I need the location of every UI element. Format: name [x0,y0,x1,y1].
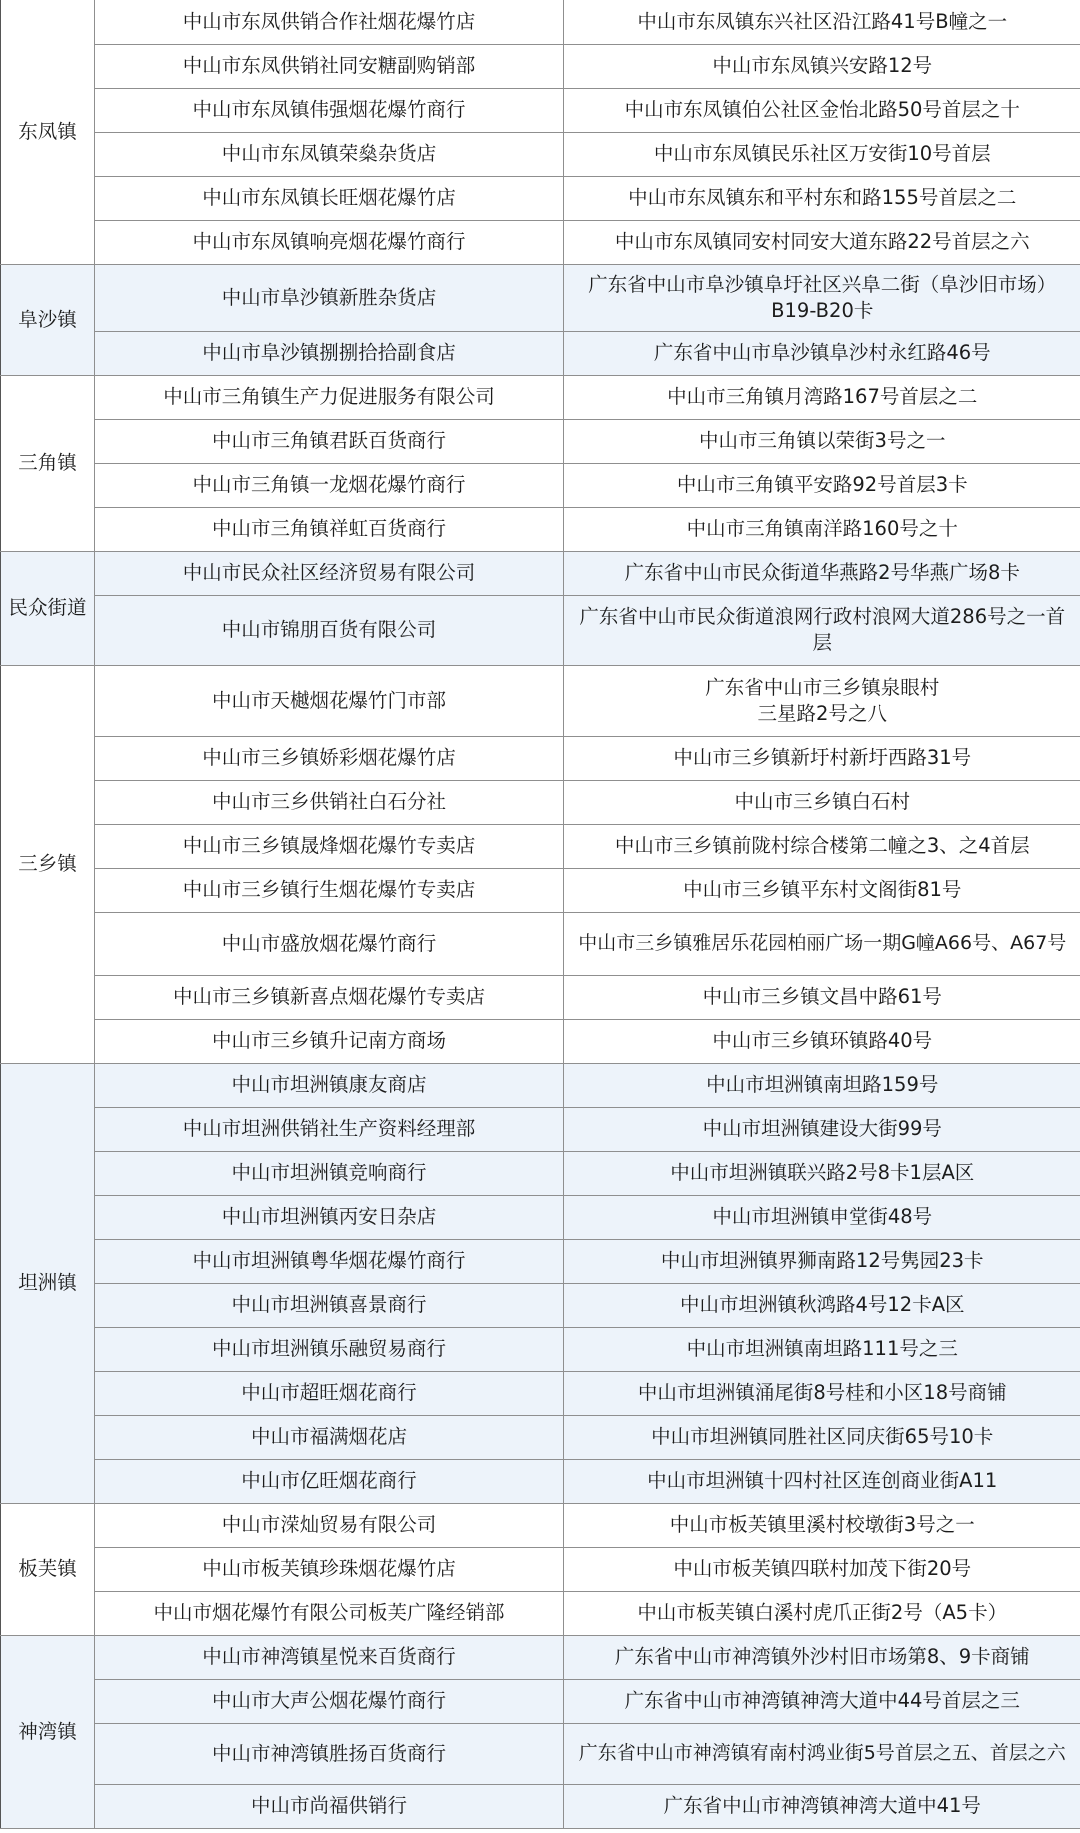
table-row [1,551,1080,595]
table-row [1,1371,1080,1415]
table-row [1,1019,1080,1063]
table-row [1,1239,1080,1283]
store-address-cell: 中山市三乡镇前陇村综合楼第二幢之3、之4首层 [564,824,1080,868]
store-name-cell: 中山市坦洲镇竞响商行 [95,1151,564,1195]
store-name-cell: 中山市东凤镇荣燊杂货店 [95,132,564,176]
store-address-cell: 中山市东凤镇东和平村东和路155号首层之二 [564,176,1080,220]
table-row [1,1063,1080,1107]
store-address-cell: 中山市坦洲镇同胜社区同庆街65号10卡 [564,1415,1080,1459]
table-row [1,463,1080,507]
store-address-cell: 中山市三乡镇环镇路40号 [564,1019,1080,1063]
store-address-cell: 中山市三角镇以荣街3号之一 [564,419,1080,463]
store-address-cell: 中山市东凤镇民乐社区万安街10号首层 [564,132,1080,176]
store-address-cell: 中山市坦洲镇界狮南路12号隽园23卡 [564,1239,1080,1283]
town-cell: 东凤镇 [1,0,95,264]
store-name-cell: 中山市超旺烟花商行 [95,1371,564,1415]
store-name-cell: 中山市三角镇一龙烟花爆竹商行 [95,463,564,507]
town-cell: 阜沙镇 [1,264,95,375]
store-address-cell: 中山市三乡镇白石村 [564,780,1080,824]
store-name-cell: 中山市三角镇祥虹百货商行 [95,507,564,551]
store-address-cell: 广东省中山市神湾镇神湾大道中44号首层之三 [564,1679,1080,1723]
store-address-cell: 广东省中山市阜沙镇阜沙村永红路46号 [564,331,1080,375]
table-row [1,1283,1080,1327]
store-name-cell: 中山市板芙镇珍珠烟花爆竹店 [95,1547,564,1591]
store-address-cell: 广东省中山市三乡镇泉眼村 三星路2号之八 [564,665,1080,736]
store-name-cell: 中山市坦洲镇康友商店 [95,1063,564,1107]
table-row [1,780,1080,824]
table-row [1,88,1080,132]
store-address-cell: 中山市三乡镇文昌中路61号 [564,975,1080,1019]
table-row [1,220,1080,264]
store-name-cell: 中山市东凤镇长旺烟花爆竹店 [95,176,564,220]
store-address-cell: 广东省中山市神湾镇宥南村鸿业街5号首层之五、首层之六 [564,1723,1080,1784]
store-name-cell: 中山市坦洲镇丙安日杂店 [95,1195,564,1239]
store-name-cell: 中山市亿旺烟花商行 [95,1459,564,1503]
store-name-cell: 中山市三乡镇行生烟花爆竹专卖店 [95,868,564,912]
store-name-cell: 中山市东凤镇响亮烟花爆竹商行 [95,220,564,264]
store-name-cell: 中山市三乡镇晟烽烟花爆竹专卖店 [95,824,564,868]
store-name-cell: 中山市三角镇生产力促进服务有限公司 [95,375,564,419]
store-name-cell: 中山市盛放烟花爆竹商行 [95,912,564,975]
table-row [1,1591,1080,1635]
store-name-cell: 中山市神湾镇星悦来百货商行 [95,1635,564,1679]
store-address-cell: 中山市板芙镇里溪村校墩街3号之一 [564,1503,1080,1547]
store-address-cell: 中山市三乡镇新圩村新圩西路31号 [564,736,1080,780]
store-name-cell: 中山市坦洲镇喜景商行 [95,1283,564,1327]
store-address-cell: 中山市东凤镇伯公社区金怡北路50号首层之十 [564,88,1080,132]
table-row [1,176,1080,220]
table-row [1,1327,1080,1371]
table-row [1,44,1080,88]
store-name-cell: 中山市三乡镇升记南方商场 [95,1019,564,1063]
store-address-cell: 广东省中山市民众街道浪网行政村浪网大道286号之一首层 [564,595,1080,665]
table-row [1,1151,1080,1195]
store-address-cell: 广东省中山市神湾镇外沙村旧市场第8、9卡商铺 [564,1635,1080,1679]
town-cell: 三角镇 [1,375,95,551]
table-row [1,665,1080,736]
table-row [1,0,1080,44]
table-row [1,1107,1080,1151]
store-name-cell: 中山市阜沙镇捌捌拾拾副食店 [95,331,564,375]
table-row [1,1503,1080,1547]
store-address-cell: 广东省中山市神湾镇神湾大道中41号 [564,1784,1080,1828]
table-row [1,331,1080,375]
store-address-cell: 中山市板芙镇白溪村虎爪正街2号（A5卡） [564,1591,1080,1635]
store-address-cell: 广东省中山市阜沙镇阜圩社区兴阜二街（阜沙旧市场）B19-B20卡 [564,264,1080,331]
store-name-cell: 中山市坦洲镇乐融贸易商行 [95,1327,564,1371]
store-name-cell: 中山市尚福供销行 [95,1784,564,1828]
store-name-cell: 中山市三乡镇娇彩烟花爆竹店 [95,736,564,780]
store-name-cell: 中山市锦朋百货有限公司 [95,595,564,665]
store-address-cell: 中山市三乡镇平东村文阁街81号 [564,868,1080,912]
table-row [1,1459,1080,1503]
table-row [1,868,1080,912]
store-name-cell: 中山市东凤供销合作社烟花爆竹店 [95,0,564,44]
store-name-cell: 中山市天樾烟花爆竹门市部 [95,665,564,736]
store-address-cell: 中山市坦洲镇涌尾街8号桂和小区18号商铺 [564,1371,1080,1415]
store-address-cell: 中山市坦洲镇秋鸿路4号12卡A区 [564,1283,1080,1327]
table-row [1,912,1080,975]
store-name-cell: 中山市烟花爆竹有限公司板芙广隆经销部 [95,1591,564,1635]
store-address-cell: 中山市板芙镇四联村加茂下街20号 [564,1547,1080,1591]
table-row [1,1195,1080,1239]
store-address-cell: 中山市三乡镇雅居乐花园柏丽广场一期G幢A66号、A67号 [564,912,1080,975]
store-name-cell: 中山市神湾镇胜扬百货商行 [95,1723,564,1784]
store-address-cell: 中山市坦洲镇联兴路2号8卡1层A区 [564,1151,1080,1195]
table-row [1,736,1080,780]
table-row [1,132,1080,176]
town-cell: 坦洲镇 [1,1063,95,1503]
table-row [1,1784,1080,1828]
store-name-cell: 中山市三乡供销社白石分社 [95,780,564,824]
store-address-cell: 中山市三角镇平安路92号首层3卡 [564,463,1080,507]
town-cell: 板芙镇 [1,1503,95,1635]
table-row [1,1723,1080,1784]
store-name-cell: 中山市阜沙镇新胜杂货店 [95,264,564,331]
store-address-cell: 中山市东凤镇同安村同安大道东路22号首层之六 [564,220,1080,264]
store-name-cell: 中山市三角镇君跃百货商行 [95,419,564,463]
store-address-cell: 广东省中山市民众街道华燕路2号华燕广场8卡 [564,551,1080,595]
town-cell: 三乡镇 [1,665,95,1063]
store-name-cell: 中山市溁灿贸易有限公司 [95,1503,564,1547]
store-address-cell: 中山市三角镇南洋路160号之十 [564,507,1080,551]
store-address-cell: 中山市坦洲镇十四村社区连创商业街A11 [564,1459,1080,1503]
store-name-cell: 中山市东凤镇伟强烟花爆竹商行 [95,88,564,132]
table-row [1,419,1080,463]
table-row [1,975,1080,1019]
store-address-cell: 中山市三角镇月湾路167号首层之二 [564,375,1080,419]
store-address-cell: 中山市东凤镇东兴社区沿江路41号B幢之一 [564,0,1080,44]
store-name-cell: 中山市坦洲镇粤华烟花爆竹商行 [95,1239,564,1283]
store-name-cell: 中山市坦洲供销社生产资料经理部 [95,1107,564,1151]
store-name-cell: 中山市民众社区经济贸易有限公司 [95,551,564,595]
store-address-cell: 中山市东凤镇兴安路12号 [564,44,1080,88]
store-name-cell: 中山市福满烟花店 [95,1415,564,1459]
store-address-cell: 中山市坦洲镇南坦路111号之三 [564,1327,1080,1371]
store-address-cell: 中山市坦洲镇建设大街99号 [564,1107,1080,1151]
store-name-cell: 中山市三乡镇新喜点烟花爆竹专卖店 [95,975,564,1019]
store-address-cell: 中山市坦洲镇申堂街48号 [564,1195,1080,1239]
table-row [1,824,1080,868]
table-row [1,1415,1080,1459]
table-row [1,375,1080,419]
store-address-cell: 中山市坦洲镇南坦路159号 [564,1063,1080,1107]
store-name-cell: 中山市大声公烟花爆竹商行 [95,1679,564,1723]
table-row [1,1635,1080,1679]
table-row [1,507,1080,551]
table-row [1,595,1080,665]
town-cell: 神湾镇 [1,1635,95,1828]
table-row [1,1547,1080,1591]
table-row [1,1679,1080,1723]
table-row [1,264,1080,331]
town-cell: 民众街道 [1,551,95,665]
store-name-cell: 中山市东凤供销社同安糖副购销部 [95,44,564,88]
